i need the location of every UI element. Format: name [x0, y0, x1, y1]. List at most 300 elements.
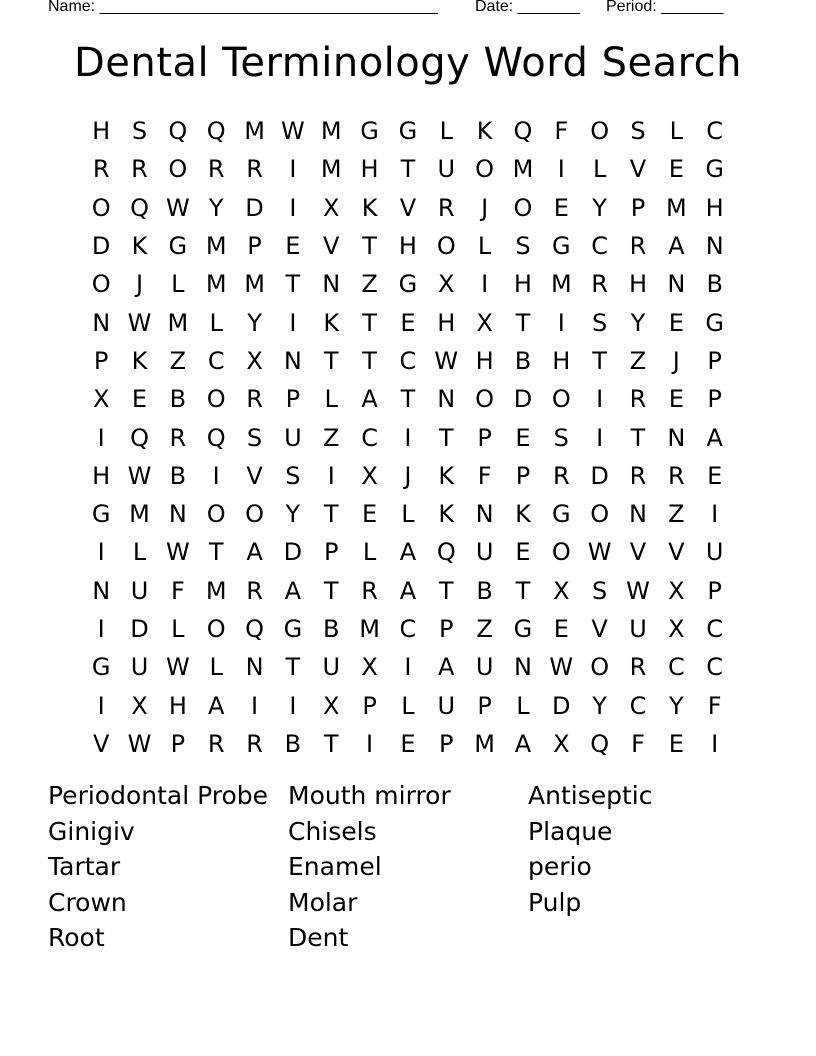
- grid-letter: O: [245, 500, 264, 529]
- grid-letter: B: [476, 576, 493, 605]
- grid-letter: N: [667, 270, 686, 299]
- grid-letter: E: [131, 385, 148, 414]
- grid-letter: R: [169, 423, 187, 452]
- grid-letter: H: [92, 461, 111, 490]
- grid-letter: G: [705, 155, 724, 184]
- grid-letter: W: [587, 538, 612, 567]
- grid-letter: L: [401, 500, 415, 529]
- grid-letter: B: [514, 346, 532, 375]
- grid-letter: I: [711, 500, 719, 529]
- grid-letter: E: [707, 461, 723, 490]
- grid-letter: R: [207, 729, 225, 758]
- grid-letter: J: [135, 270, 144, 299]
- grid-letter: G: [283, 615, 303, 643]
- grid-letter: P: [707, 576, 722, 605]
- grid-letter: I: [289, 193, 297, 222]
- grid-letter: T: [323, 346, 339, 375]
- grid-letter: B: [284, 729, 302, 758]
- grid-letter: I: [289, 691, 297, 720]
- grid-letter: O: [168, 155, 188, 184]
- grid-letter: L: [362, 538, 377, 567]
- grid-letter: F: [554, 117, 569, 146]
- grid-letter: V: [629, 155, 647, 184]
- grid-letter: P: [439, 615, 454, 643]
- grid-letter: W: [165, 193, 190, 222]
- grid-letter: U: [437, 155, 456, 184]
- grid-letter: O: [590, 117, 610, 146]
- grid-letter: Y: [668, 691, 684, 720]
- grid-letter: R: [552, 461, 570, 490]
- grid-letter: H: [705, 193, 724, 222]
- grid-letter: Q: [245, 615, 264, 643]
- grid-letter: X: [668, 615, 685, 643]
- grid-letter: C: [706, 653, 724, 682]
- word-bank-item: Root: [48, 923, 105, 953]
- grid-letter: S: [553, 423, 569, 452]
- grid-letter: T: [630, 423, 646, 452]
- grid-letter: S: [630, 117, 646, 146]
- grid-letter: N: [92, 576, 111, 605]
- grid-letter: M: [550, 270, 572, 299]
- grid-letter: L: [171, 615, 185, 643]
- word-bank-item: Periodontal Probe: [48, 781, 269, 810]
- grid-letter: T: [515, 576, 531, 605]
- grid-letter: R: [437, 193, 455, 222]
- grid-letter: E: [361, 500, 378, 529]
- grid-letter: K: [361, 193, 378, 222]
- grid-letter: T: [208, 538, 224, 567]
- grid-letter: U: [705, 538, 724, 567]
- grid-letter: V: [246, 461, 263, 490]
- grid-letter: H: [168, 691, 187, 720]
- grid-letter: C: [591, 232, 609, 261]
- grid-letter: R: [207, 155, 225, 184]
- grid-letter: M: [512, 155, 534, 184]
- grid-letter: J: [481, 193, 489, 222]
- grid-letter: Q: [436, 538, 456, 567]
- grid-letter: F: [707, 691, 722, 720]
- grid-letter: T: [323, 576, 339, 605]
- grid-letter: H: [360, 155, 379, 184]
- grid-letter: Q: [130, 193, 149, 222]
- grid-letter: M: [129, 500, 150, 529]
- grid-letter: I: [557, 155, 565, 184]
- grid-letter: U: [284, 423, 302, 452]
- grid-letter: G: [91, 500, 111, 529]
- grid-letter: R: [246, 729, 263, 758]
- grid-letter: B: [169, 461, 187, 490]
- grid-letter: O: [206, 500, 226, 529]
- grid-letter: A: [399, 576, 417, 605]
- grid-letter: X: [131, 691, 148, 720]
- grid-letter: R: [629, 653, 647, 682]
- grid-letter: O: [551, 538, 571, 567]
- grid-letter: U: [629, 615, 647, 643]
- grid-letter: O: [513, 193, 533, 222]
- grid-letter: P: [707, 346, 722, 375]
- grid-letter: D: [283, 538, 303, 567]
- grid-letter: I: [596, 385, 604, 414]
- grid-letter: I: [289, 308, 297, 337]
- grid-letter: R: [629, 232, 647, 261]
- grid-letter: R: [629, 461, 647, 490]
- grid-letter: Z: [476, 615, 493, 643]
- grid-letter: M: [359, 615, 380, 643]
- grid-letter: A: [514, 729, 532, 758]
- grid-letter: L: [592, 155, 607, 184]
- grid-letter: X: [476, 308, 493, 337]
- grid-letter: S: [246, 423, 263, 452]
- grid-letter: U: [475, 653, 494, 682]
- grid-letter: I: [251, 691, 259, 720]
- grid-letter: X: [553, 729, 570, 758]
- grid-letter: U: [437, 691, 456, 720]
- grid-letter: D: [245, 193, 264, 222]
- grid-letter: E: [515, 423, 531, 452]
- grid-letter: L: [401, 691, 415, 720]
- grid-letter: P: [477, 691, 492, 720]
- grid-letter: W: [127, 461, 152, 490]
- grid-letter: N: [667, 423, 686, 452]
- date-field-label: Date: _______: [475, 0, 580, 15]
- period-field-label: Period: _______: [606, 0, 724, 15]
- grid-letter: O: [475, 155, 495, 184]
- grid-letter: E: [668, 308, 684, 337]
- grid-letter: I: [366, 729, 374, 758]
- grid-letter: T: [438, 576, 454, 605]
- grid-letter: O: [551, 385, 571, 414]
- grid-letter: Z: [361, 270, 378, 299]
- grid-letter: G: [360, 117, 379, 146]
- grid-letter: A: [284, 576, 302, 605]
- grid-letter: S: [285, 461, 301, 490]
- grid-letter: P: [362, 691, 377, 720]
- page-title: Dental Terminology Word Search: [74, 40, 742, 86]
- grid-letter: X: [246, 346, 263, 375]
- grid-letter: V: [668, 538, 685, 567]
- grid-letter: C: [706, 117, 724, 146]
- grid-letter: J: [404, 461, 412, 490]
- grid-letter: V: [629, 538, 647, 567]
- grid-letter: E: [515, 538, 531, 567]
- grid-letter: M: [320, 155, 342, 184]
- grid-letter: T: [362, 308, 377, 337]
- grid-letter: Z: [323, 423, 340, 452]
- word-bank-item: Antiseptic: [528, 781, 653, 810]
- grid-letter: V: [323, 232, 340, 261]
- word-bank-item: Chisels: [288, 816, 377, 846]
- grid-letter: D: [130, 615, 149, 643]
- grid-letter: W: [127, 729, 152, 758]
- grid-letter: K: [131, 232, 148, 261]
- grid-letter: X: [668, 576, 685, 605]
- grid-letter: I: [97, 423, 105, 452]
- grid-letter: Q: [206, 423, 226, 452]
- grid-letter: P: [93, 346, 109, 375]
- grid-letter: C: [399, 615, 417, 643]
- grid-letter: O: [590, 653, 610, 682]
- grid-letter: N: [437, 385, 456, 414]
- grid-letter: O: [475, 385, 495, 414]
- grid-letter: W: [165, 653, 190, 682]
- grid-letter: W: [281, 117, 305, 146]
- grid-letter: R: [246, 385, 263, 414]
- grid-letter: S: [592, 308, 608, 337]
- grid-letter: L: [477, 232, 492, 261]
- grid-letter: E: [668, 729, 684, 758]
- grid-letter: W: [626, 576, 650, 605]
- word-bank-item: Enamel: [288, 852, 382, 882]
- grid-letter: G: [91, 653, 111, 682]
- grid-letter: W: [165, 538, 190, 567]
- grid-letter: C: [207, 346, 225, 375]
- grid-letter: M: [665, 193, 687, 222]
- grid-letter: H: [398, 232, 417, 261]
- grid-letter: S: [515, 232, 531, 261]
- word-bank-item: Molar: [288, 887, 358, 917]
- word-bank-item: perio: [528, 852, 592, 882]
- grid-letter: V: [92, 729, 110, 758]
- grid-letter: L: [171, 270, 185, 299]
- grid-letter: O: [590, 500, 610, 529]
- grid-letter: N: [629, 500, 647, 529]
- grid-letter: A: [706, 423, 723, 452]
- grid-letter: H: [513, 270, 532, 299]
- grid-letter: A: [399, 538, 417, 567]
- grid-letter: T: [400, 385, 416, 414]
- word-bank-item: Ginigiv: [48, 816, 135, 846]
- grid-letter: F: [170, 576, 185, 605]
- grid-letter: H: [92, 117, 111, 146]
- grid-letter: X: [361, 461, 378, 490]
- grid-letter: I: [97, 615, 105, 643]
- grid-letter: K: [131, 346, 148, 375]
- grid-letter: R: [591, 270, 608, 299]
- grid-letter: N: [322, 270, 341, 299]
- grid-letter: T: [592, 346, 607, 375]
- grid-letter: L: [132, 538, 147, 567]
- grid-letter: P: [707, 385, 722, 414]
- grid-letter: R: [246, 576, 263, 605]
- grid-letter: G: [551, 232, 571, 261]
- grid-letter: K: [438, 461, 455, 490]
- grid-letter: O: [91, 270, 111, 299]
- grid-letter: G: [705, 308, 724, 337]
- grid-letter: N: [168, 500, 187, 529]
- grid-letter: G: [398, 117, 418, 146]
- grid-letter: B: [169, 385, 187, 414]
- grid-letter: P: [170, 729, 186, 758]
- grid-letter: O: [91, 193, 111, 222]
- grid-letter: T: [285, 270, 301, 299]
- word-bank-item: Plaque: [528, 816, 613, 846]
- grid-letter: Q: [130, 423, 149, 452]
- grid-letter: M: [474, 729, 495, 758]
- grid-letter: I: [97, 691, 105, 720]
- grid-letter: E: [285, 232, 301, 261]
- grid-letter: L: [516, 691, 530, 720]
- grid-letter: L: [439, 117, 453, 146]
- grid-letter: L: [209, 653, 223, 682]
- grid-letter: A: [361, 385, 378, 414]
- grid-letter: P: [477, 423, 492, 452]
- grid-letter: X: [92, 385, 110, 414]
- grid-letter: X: [553, 576, 570, 605]
- grid-letter: I: [404, 423, 412, 452]
- grid-letter: Q: [513, 117, 533, 146]
- grid-letter: K: [476, 117, 493, 146]
- grid-letter: N: [245, 653, 264, 682]
- grid-letter: E: [553, 193, 569, 222]
- grid-letter: X: [438, 270, 455, 299]
- grid-letter: C: [706, 615, 724, 643]
- grid-letter: Y: [592, 193, 607, 222]
- grid-letter: E: [668, 155, 684, 184]
- grid-letter: I: [557, 308, 565, 337]
- grid-letter: I: [289, 155, 297, 184]
- grid-letter: P: [323, 538, 339, 567]
- grid-letter: E: [400, 729, 416, 758]
- grid-letter: E: [400, 308, 416, 337]
- grid-letter: V: [399, 193, 417, 222]
- grid-letter: F: [477, 461, 492, 490]
- grid-letter: H: [475, 346, 494, 375]
- grid-letter: Y: [592, 691, 607, 720]
- grid-letter: Y: [208, 193, 224, 222]
- grid-letter: H: [437, 308, 456, 337]
- grid-letter: Y: [247, 308, 262, 337]
- grid-letter: I: [711, 729, 719, 758]
- grid-letter: M: [205, 232, 227, 261]
- grid-letter: N: [513, 653, 532, 682]
- grid-letter: R: [361, 576, 378, 605]
- student-info-header: [48, 0, 748, 20]
- grid-letter: N: [475, 500, 494, 529]
- grid-letter: B: [706, 270, 723, 299]
- grid-letter: U: [475, 538, 494, 567]
- grid-letter: F: [631, 729, 645, 758]
- grid-letter: I: [327, 461, 335, 490]
- grid-letter: Q: [168, 117, 188, 146]
- grid-letter: E: [668, 385, 684, 414]
- word-bank-item: Dent: [288, 923, 349, 953]
- word-bank: [48, 778, 768, 956]
- word-bank-item: Mouth mirror: [288, 781, 451, 810]
- grid-letter: D: [552, 691, 571, 720]
- grid-letter: T: [515, 308, 531, 337]
- grid-letter: M: [320, 117, 342, 146]
- grid-letter: L: [324, 385, 338, 414]
- grid-letter: J: [672, 346, 680, 375]
- word-bank-item: Crown: [48, 887, 127, 917]
- grid-letter: E: [553, 615, 569, 643]
- grid-letter: Z: [169, 346, 187, 375]
- grid-letter: R: [92, 155, 110, 184]
- grid-letter: C: [361, 423, 378, 452]
- grid-letter: P: [247, 232, 262, 261]
- grid-letter: T: [362, 346, 377, 375]
- grid-letter: N: [92, 308, 111, 337]
- grid-letter: N: [705, 232, 724, 261]
- grid-letter: T: [323, 729, 339, 758]
- grid-letter: X: [323, 193, 340, 222]
- grid-letter: I: [481, 270, 489, 299]
- grid-letter: N: [283, 346, 302, 375]
- grid-letter: U: [130, 653, 149, 682]
- grid-letter: X: [361, 653, 378, 682]
- grid-letter: R: [131, 155, 148, 184]
- grid-letter: H: [628, 270, 647, 299]
- grid-letter: W: [549, 653, 574, 682]
- grid-letter: V: [591, 615, 608, 643]
- grid-letter: O: [436, 232, 456, 261]
- grid-letter: A: [438, 653, 455, 682]
- grid-letter: U: [322, 653, 341, 682]
- grid-letter: W: [127, 308, 152, 337]
- grid-letter: T: [285, 653, 301, 682]
- grid-letter: T: [362, 232, 377, 261]
- grid-letter: D: [91, 232, 111, 261]
- grid-letter: L: [209, 308, 223, 337]
- grid-letter: S: [131, 117, 148, 146]
- grid-letter: M: [167, 308, 189, 337]
- grid-letter: M: [244, 270, 265, 299]
- grid-letter: P: [285, 385, 301, 414]
- grid-letter: A: [246, 538, 263, 567]
- grid-letter: Z: [668, 500, 685, 529]
- grid-letter: P: [630, 193, 646, 222]
- grid-letter: H: [552, 346, 571, 375]
- grid-letter: S: [592, 576, 608, 605]
- word-bank-item: Pulp: [528, 887, 582, 917]
- grid-letter: R: [246, 155, 263, 184]
- grid-letter: O: [206, 615, 226, 643]
- grid-letter: G: [551, 500, 571, 529]
- grid-letter: M: [205, 270, 227, 299]
- grid-letter: G: [513, 615, 533, 643]
- grid-letter: T: [438, 423, 454, 452]
- grid-letter: Y: [630, 308, 646, 337]
- name-field-label: Name: ______________________________________: [48, 0, 438, 15]
- grid-letter: Z: [629, 346, 647, 375]
- grid-letter: B: [323, 615, 340, 643]
- grid-letter: Q: [590, 729, 610, 758]
- grid-letter: I: [596, 423, 604, 452]
- grid-letter: A: [668, 232, 685, 261]
- grid-letter: O: [206, 385, 226, 414]
- grid-letter: P: [515, 461, 531, 490]
- grid-letter: P: [439, 729, 454, 758]
- grid-letter: K: [438, 500, 455, 529]
- grid-letter: U: [130, 576, 149, 605]
- grid-letter: K: [515, 500, 531, 529]
- grid-letter: M: [244, 117, 265, 146]
- grid-letter: D: [590, 461, 609, 490]
- grid-letter: M: [205, 576, 227, 605]
- grid-letter: C: [399, 346, 417, 375]
- grid-letter: C: [667, 653, 685, 682]
- word-search-grid: [82, 112, 734, 763]
- grid-letter: R: [667, 461, 685, 490]
- grid-letter: I: [404, 653, 412, 682]
- grid-letter: Y: [285, 500, 301, 529]
- grid-letter: W: [434, 346, 459, 375]
- grid-letter: A: [207, 691, 225, 720]
- word-bank-item: Tartar: [48, 852, 121, 882]
- grid-letter: R: [629, 385, 647, 414]
- grid-letter: D: [513, 385, 533, 414]
- grid-letter: T: [323, 500, 339, 529]
